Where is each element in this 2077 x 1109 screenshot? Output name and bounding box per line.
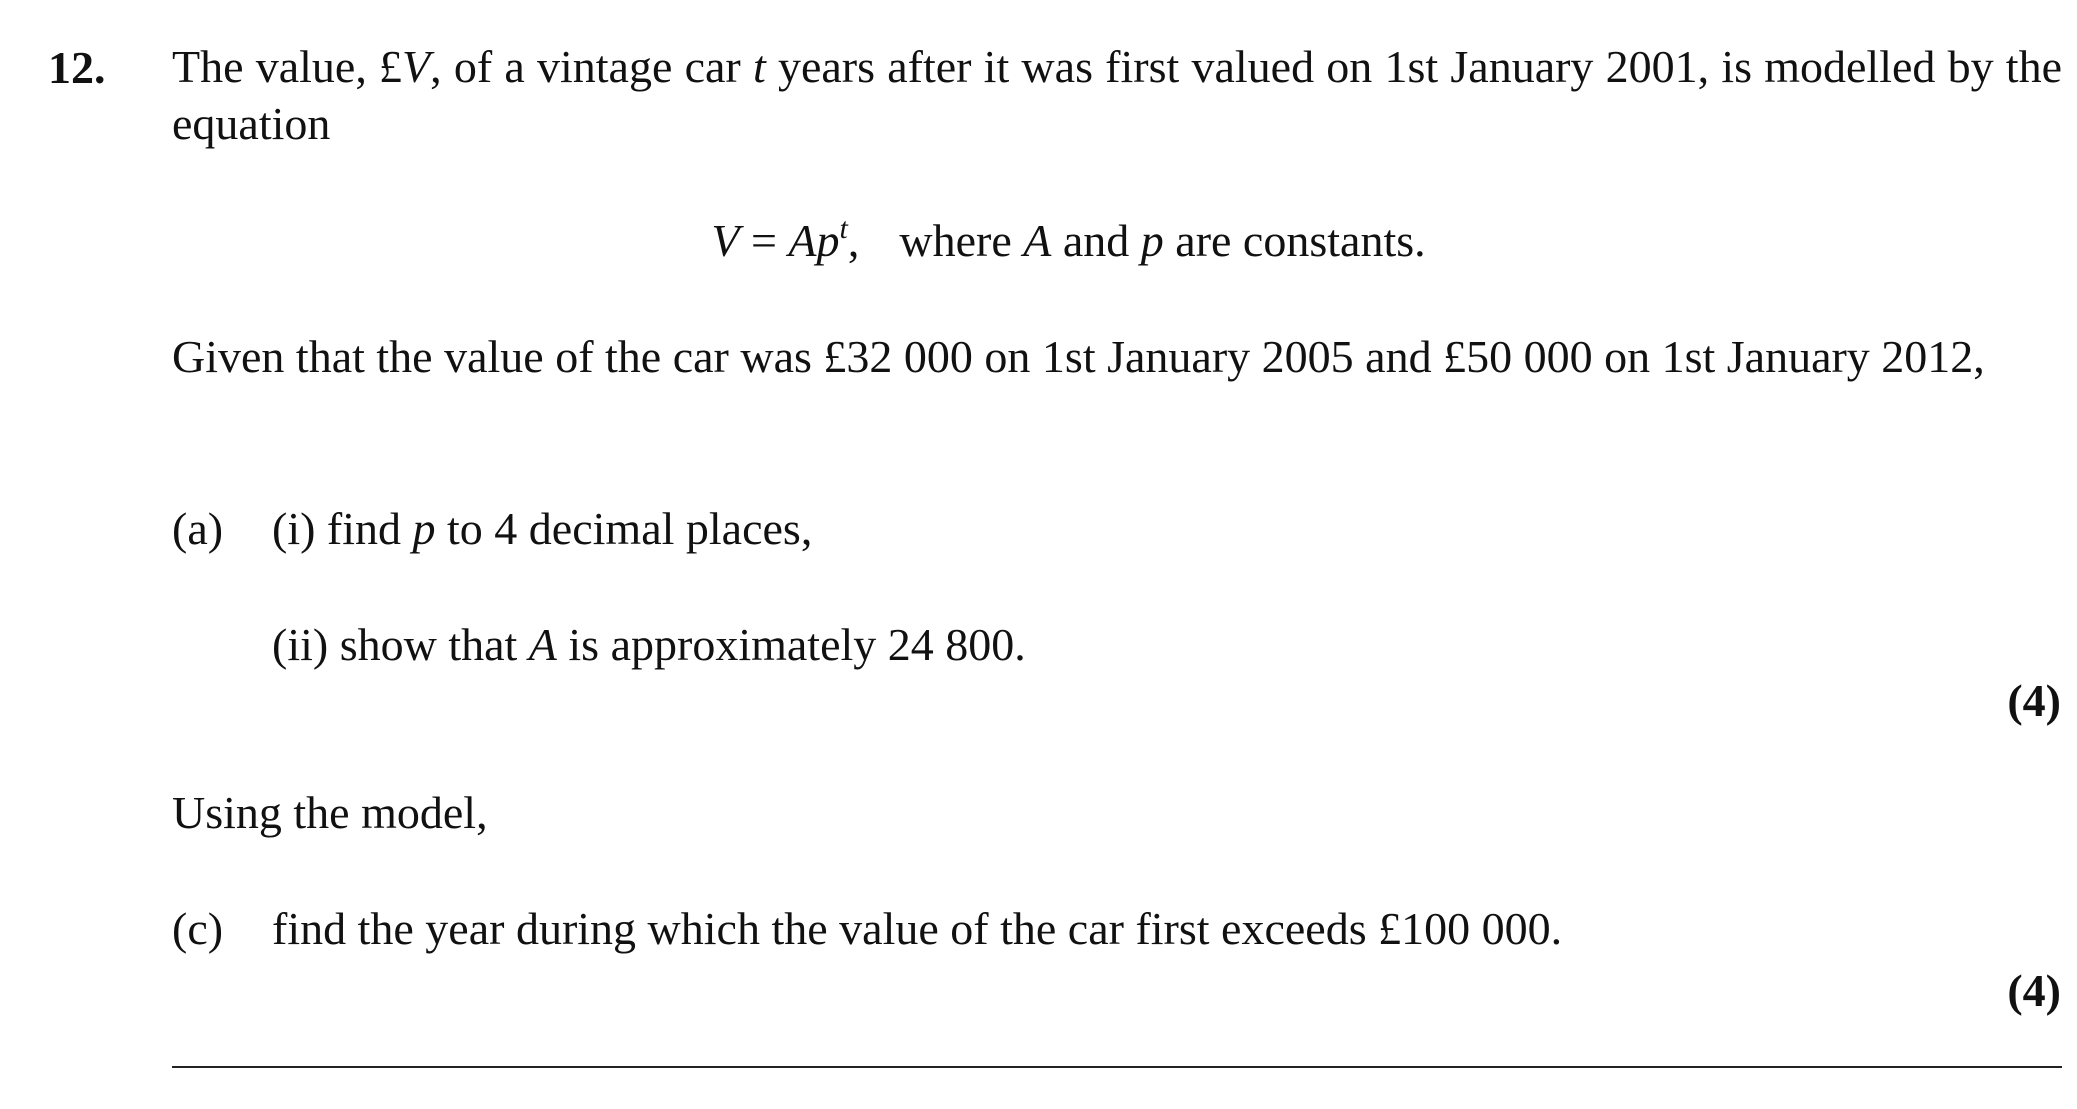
- equation-p: p: [816, 215, 840, 266]
- equation-lhs: V: [711, 215, 740, 266]
- part-c-marks: (4): [2007, 965, 2061, 1016]
- equation-exponent: t: [839, 212, 848, 245]
- equation-a: A: [788, 215, 817, 266]
- part-a-i: [272, 500, 812, 557]
- equation-where-p: p: [1140, 215, 1164, 266]
- stem-var-t: t: [752, 41, 766, 92]
- using-model-text: Using the model,: [172, 787, 488, 838]
- part-c-text: find the year during which the value of the car first exceeds £100 000.: [272, 903, 1563, 954]
- equation-where-a: A: [1023, 215, 1052, 266]
- stem-text-1: The value, £: [172, 41, 403, 92]
- given-statement: Given that the value of the car was £32 000 on 1st January 2005 and £50 000 on 1st January 2012,: [172, 331, 1985, 382]
- part-a-marks: (4): [2007, 675, 2061, 726]
- part-c-label: (c): [172, 903, 224, 954]
- part-a-i-text-2: to 4 decimal places,: [435, 503, 813, 554]
- equation-comma: ,: [847, 215, 860, 266]
- part-a-ii: [272, 616, 1026, 673]
- stem-text-3: years after it was first valued on 1st January 2001, is modelled by the equation: [172, 41, 2062, 149]
- equation-where-3: are constants.: [1163, 215, 1426, 266]
- part-a-ii-text-1: (ii) show that: [272, 619, 529, 670]
- stem-var-v: V: [402, 41, 431, 92]
- part-a-label: (a): [172, 503, 224, 554]
- stem-text-2: , of a vintage car: [430, 41, 753, 92]
- model-equation: [0, 212, 2077, 269]
- part-a-ii-text-2: is approximately 24 800.: [556, 619, 1026, 670]
- question-stem: [172, 38, 2062, 152]
- question-number: 12.: [48, 42, 106, 93]
- equation-equals: =: [739, 215, 789, 266]
- equation-where-2: and: [1051, 215, 1141, 266]
- equation-where-1: where: [899, 215, 1024, 266]
- part-a-ii-var: A: [528, 619, 557, 670]
- end-of-question-rule: [172, 1066, 2062, 1068]
- part-a-i-var: p: [412, 503, 436, 554]
- part-a-i-text-1: (i) find: [272, 503, 413, 554]
